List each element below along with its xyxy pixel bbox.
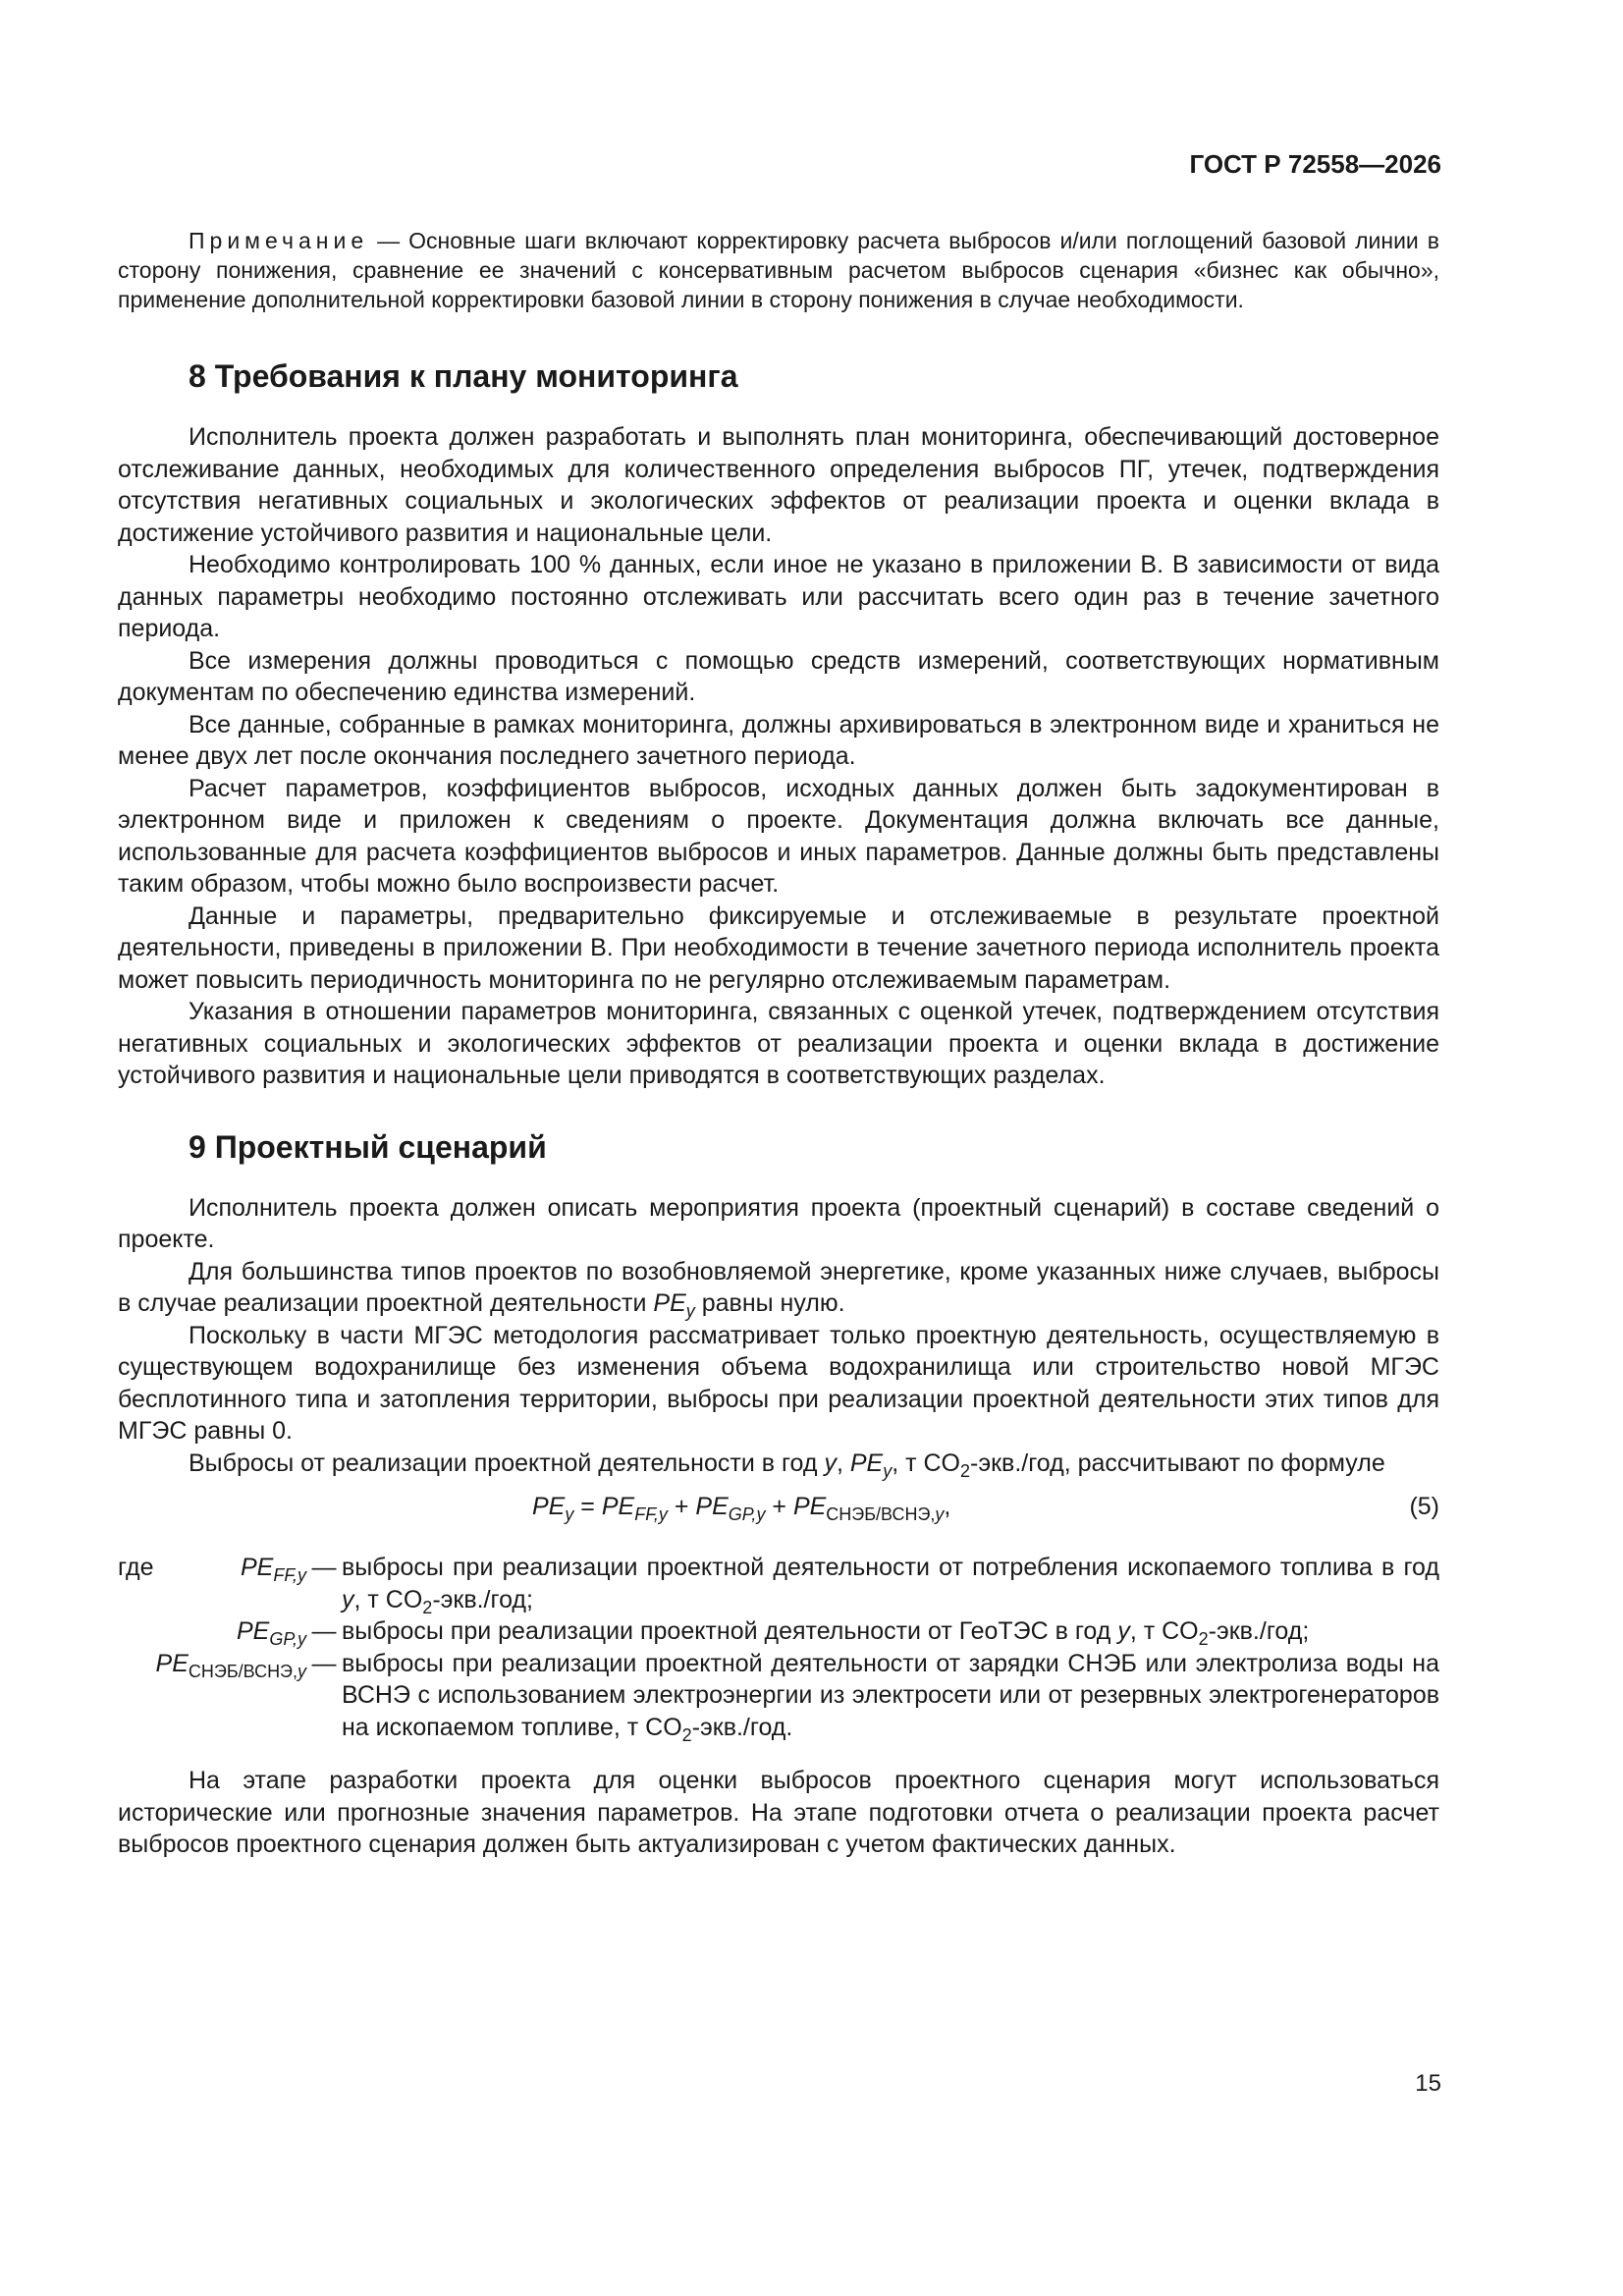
document-code: ГОСТ Р 72558—2026: [1189, 149, 1441, 179]
section-9-paragraph-3: Поскольку в части МГЭС методология рассматривает только проектную деятельность, осуществляемую в существующем водохранилище без изменения объема водохранилища или строительство новой МГЭС бесплотинного типа и затопления территории, выбросы при реализации проектной деятельности этих типов для МГЭС равны 0.: [118, 1321, 1439, 1445]
section-9-paragraph-2: [118, 1256, 1439, 1320]
definition-dash: —: [311, 1617, 337, 1645]
page-number: 15: [1415, 2070, 1441, 2097]
paragraph-4-text-a: Выбросы от реализации проектной деятельности в год: [189, 1449, 825, 1477]
where-label: где: [118, 1554, 154, 1581]
symbol-pe-ff-y: $PE_{FF,y}$: [240, 1554, 306, 1585]
paragraph-4-year: y: [824, 1449, 837, 1477]
section-9-heading: 9 Проектный сценарий: [189, 1128, 547, 1165]
definition-dash: —: [311, 1554, 337, 1581]
section-8-paragraph-1: Исполнитель проекта должен разработать и выполнять план мониторинга, обеспечивающий достоверное отслеживание данных, необходимых для количественного определения выбросов ПГ, утечек, подтверждения отсутствия негативных социальных и экологических эффектов от реализации проекта и оценки вклада в достижение устойчивого развития и национальные цели.: [118, 423, 1439, 547]
section-9-paragraph-2-tail: равны нулю.: [694, 1289, 845, 1317]
paragraph-4-text-c: -экв./год, рассчитывают по формуле: [970, 1449, 1385, 1477]
section-9-paragraph-2-text: Для большинства типов проектов по возобновляемой энергетике, кроме указанных ниже случаев, выбросы в случае реализации проектной деятельности: [118, 1257, 1439, 1317]
note-paragraph: [118, 226, 1439, 314]
note-text: Основные шаги включают корректировку расчета выбросов и/или поглощений базовой линии в сторону понижения, сравнение ее значений с консервативным расчетом выбросов сценария «бизнес как обычно», применение дополнительной корректировки базовой линии в сторону понижения в случае необходимости.: [118, 228, 1439, 312]
definition-dash: —: [311, 1649, 337, 1677]
definition-row-gp: [118, 1615, 1439, 1648]
formula-5: [118, 1491, 1439, 1532]
section-9-paragraph-4: Выбросы от реализации проектной деятельности в год y, $PE_y$, т $CO_2-экв$./год, рассчитывают по формуле: [189, 1449, 1385, 1481]
section-8-paragraph-7: Указания в отношении параметров мониторинга, связанных с оценкой утечек, подтверждением отсутствия негативных социальных и экологических эффектов от реализации проекта и оценки вклада в достижение устойчивого развития и национальные цели приводятся в соответствующих разделах.: [118, 998, 1439, 1089]
section-8-paragraph-3: Все измерения должны проводиться с помощью средств измерений, соответствующих нормативным документам по обеспечению единства измерений.: [118, 646, 1439, 706]
definition-ff-text: выбросы при реализации проектной деятельности от потребления ископаемого топлива в год y, т $CO_2-экв$./год;: [342, 1554, 1439, 1617]
section-8-paragraph-5: Расчет параметров, коэффициентов выбросов, исходных данных должен быть задокументирован в электронном виде и приложен к сведениям о проекте. Документация должна включать все данные, использованные для расчета коэффициентов выбросов и иных параметров. Данные должны быть представлены таким образом, чтобы можно было воспроизвести расчет.: [118, 774, 1439, 898]
paragraph-4-text-b: , т CO: [892, 1449, 960, 1477]
section-8-paragraph-4: Все данные, собранные в рамках мониторинга, должны архивироваться в электронном виде и храниться не менее двух лет после окончания последнего зачетного периода.: [118, 710, 1439, 770]
note-dash: —: [368, 228, 409, 253]
note-label: Примечание: [189, 228, 369, 253]
definition-sneb-text: выбросы при реализации проектной деятельности от зарядки СНЭБ или электролиза воды на ВСНЭ с использованием электроэнергии из электросети или от резервных электрогенераторов на ископаемом топливе, т $CO_2-экв$./год.: [342, 1649, 1439, 1745]
definition-row-snebvsne: [118, 1648, 1439, 1744]
formula-number: (5): [1409, 1493, 1439, 1520]
symbol-pe-sneb-vsne-y: $PE_{СНЭБ/ВСНЭ,y}$: [155, 1649, 306, 1681]
symbol-pe-y: $PE_y$: [653, 1289, 695, 1321]
symbol-pe-y: $PE_y$: [849, 1449, 893, 1481]
definition-row-ff: [118, 1552, 1439, 1615]
section-8-heading: 8 Требования к плану мониторинга: [189, 358, 738, 394]
section-9-paragraph-1: Исполнитель проекта должен описать мероприятия проекта (проектный сценарий) в составе сведений о проекте.: [118, 1193, 1439, 1253]
section-8-paragraph-2: Необходимо контролировать 100 % данных, если иное не указано в приложении В. В зависимости от вида данных параметры необходимо постоянно отслеживать или рассчитать всего один раз в течение зачетного периода.: [118, 551, 1439, 642]
section-9-paragraph-5: На этапе разработки проекта для оценки выбросов проектного сценария могут использоваться исторические или прогнозные значения параметров. На этапе подготовки отчета о реализации проекта расчет выбросов проектного сценария должен быть актуализирован с учетом фактических данных.: [118, 1767, 1439, 1858]
formula-expression: $PE_y = PE_{FF,y} + PE_{GP,y} + PE_{СНЭБ/ВСНЭ,y}$,: [532, 1493, 951, 1524]
page-content: [118, 226, 1439, 1861]
definition-gp-text: выбросы при реализации проектной деятельности от ГеоТЭС в год y, т $CO_2-экв$./год;: [342, 1617, 1310, 1649]
symbol-pe-gp-y: $PE_{GP,y}$: [236, 1617, 306, 1649]
section-8-paragraph-6: Данные и параметры, предварительно фиксируемые и отслеживаемые в результате проектной деятельности, приведены в приложении В. При необходимости в течение зачетного периода исполнитель проекта может повысить периодичность мониторинга по не регулярно отслеживаемым параметрам.: [118, 902, 1439, 994]
